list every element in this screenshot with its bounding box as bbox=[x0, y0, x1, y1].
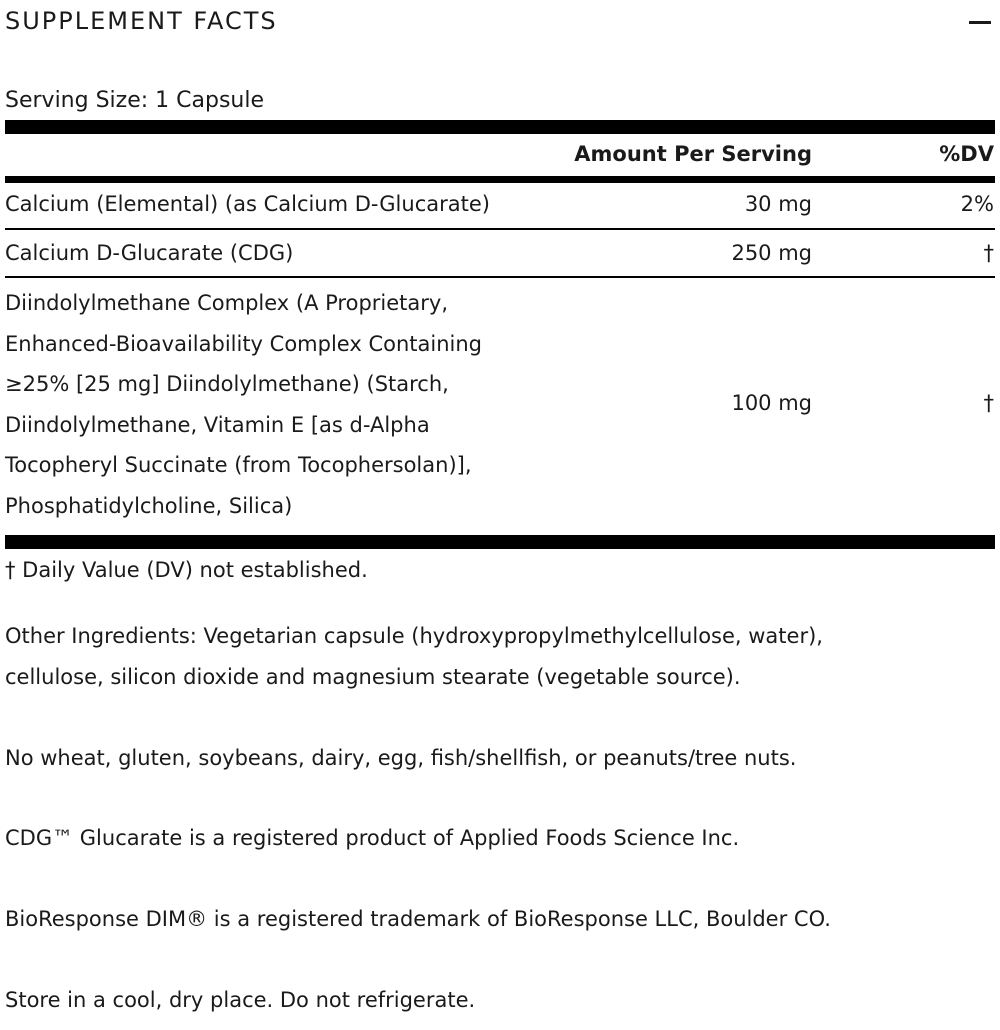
nutrient-name-calcium-d-glucarate: Calcium D-Glucarate (CDG) bbox=[5, 241, 294, 265]
minus-icon bbox=[969, 21, 991, 24]
divider-row bbox=[5, 276, 995, 278]
divider-thick-top bbox=[5, 120, 995, 134]
nutrient-name-calcium-elemental: Calcium (Elemental) (as Calcium D-Glucarate) bbox=[5, 192, 490, 216]
nutrient-name-line: Diindolylmethane Complex (A Proprietary, bbox=[5, 291, 449, 315]
nutrient-name-diindolylmethane-complex bbox=[5, 283, 565, 526]
nutrient-dv-calcium-d-glucarate: † bbox=[983, 241, 994, 265]
divider-row bbox=[5, 228, 995, 230]
dv-footnote: † Daily Value (DV) not established. bbox=[5, 558, 368, 582]
divider-thick-bottom bbox=[5, 535, 995, 549]
header-amount-per-serving: Amount Per Serving bbox=[574, 142, 812, 166]
supplement-facts-header[interactable] bbox=[5, 4, 995, 40]
other-ingredients-line: cellulose, silicon dioxide and magnesium stearate (vegetable source). bbox=[5, 664, 741, 689]
nutrient-dv-diindolylmethane-complex: † bbox=[983, 391, 994, 415]
nutrient-amount-calcium-d-glucarate: 250 mg bbox=[731, 241, 812, 265]
other-ingredients-line: Other Ingredients: Vegetarian capsule (hydroxypropylmethylcellulose, water), bbox=[5, 624, 823, 648]
dim-trademark-note: BioResponse DIM® is a registered trademark of BioResponse LLC, Boulder CO. bbox=[5, 907, 831, 931]
collapse-button[interactable] bbox=[969, 12, 991, 32]
nutrient-name-line: Phosphatidylcholine, Silica) bbox=[5, 493, 293, 518]
nutrient-amount-diindolylmethane-complex: 100 mg bbox=[731, 391, 812, 415]
other-ingredients bbox=[5, 616, 995, 697]
header-dv: %DV bbox=[939, 142, 994, 166]
nutrient-name-line: ≥25% [25 mg] Diindolylmethane) (Starch, bbox=[5, 372, 449, 396]
divider-thick-header bbox=[5, 176, 995, 183]
nutrient-name-line: Tocopheryl Succinate (from Tocophersolan)], bbox=[5, 453, 472, 477]
cdg-trademark-note: CDG™ Glucarate is a registered product of Applied Foods Science Inc. bbox=[5, 826, 740, 850]
nutrient-dv-calcium-elemental: 2% bbox=[960, 192, 994, 216]
storage-instructions: Store in a cool, dry place. Do not refrigerate. bbox=[5, 988, 476, 1012]
nutrient-name-line: Diindolylmethane, Vitamin E [as d-Alpha bbox=[5, 412, 430, 437]
allergen-statement: No wheat, gluten, soybeans, dairy, egg, fish/shellfish, or peanuts/tree nuts. bbox=[5, 746, 797, 770]
nutrient-name-line: Enhanced-Bioavailability Complex Containing bbox=[5, 331, 482, 356]
nutrient-amount-calcium-elemental: 30 mg bbox=[744, 192, 812, 216]
section-title: SUPPLEMENT FACTS bbox=[5, 7, 278, 35]
serving-size: Serving Size: 1 Capsule bbox=[5, 88, 264, 113]
